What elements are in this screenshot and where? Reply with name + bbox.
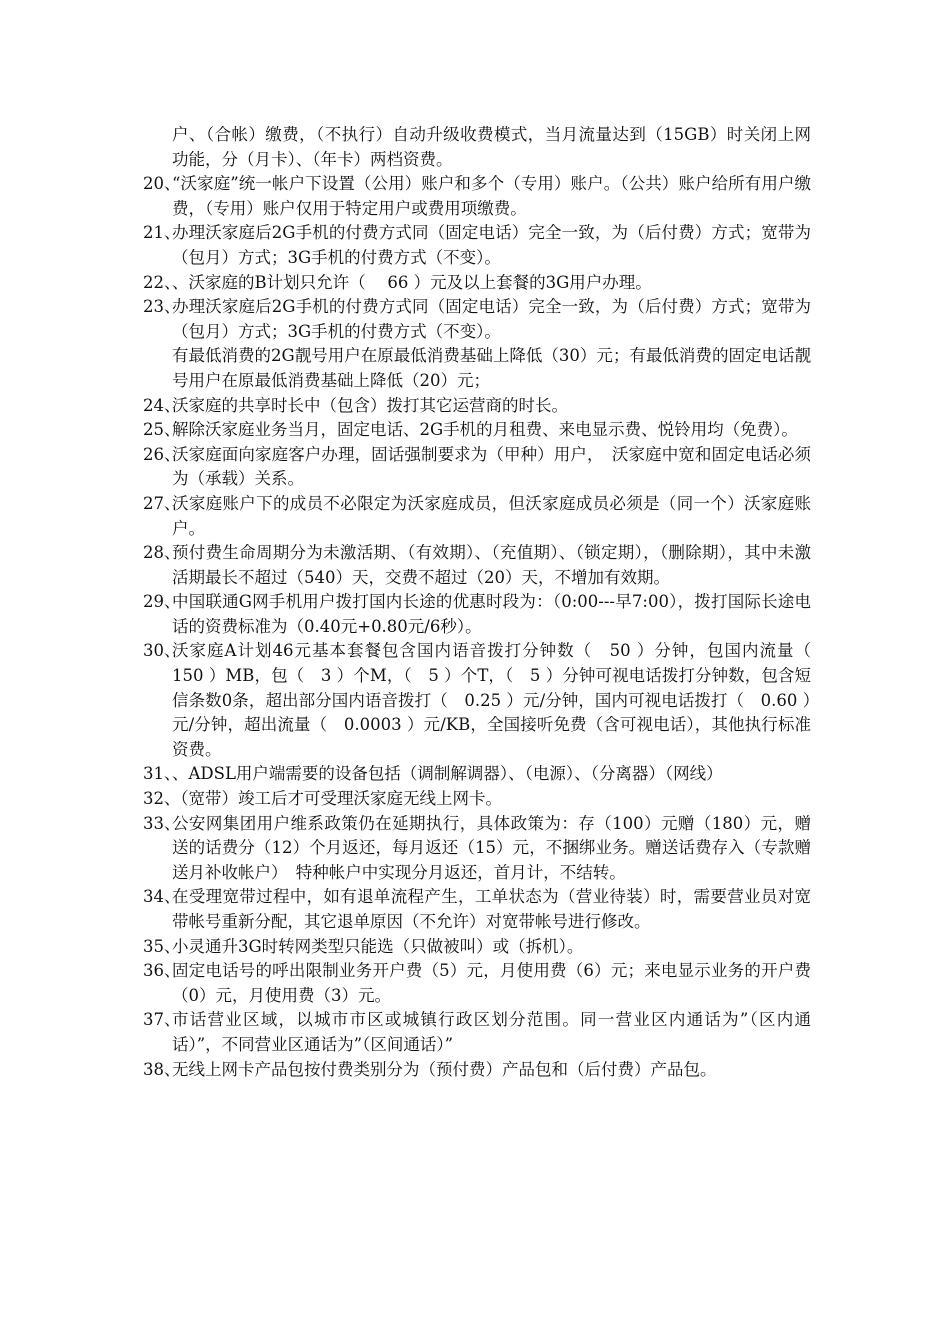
list-item-27: [143, 492, 811, 541]
list-item-30: [143, 639, 828, 762]
item-number: 29、: [143, 592, 181, 612]
item-text: 无线上网卡产品包按付费类别分为（预付费）产品包和（后付费）产品包。: [172, 1059, 717, 1079]
item-number: 35、: [143, 936, 181, 956]
list-item-22: [143, 271, 811, 296]
item-text: 、ADSL用户端需要的设备包括（调制解调器）、（电源）、（分离器）（网线）: [172, 764, 723, 784]
list-item-37: [143, 1008, 811, 1057]
list-item-33: [143, 812, 811, 886]
document-body: [143, 123, 828, 1082]
item-number: 21、: [143, 223, 181, 243]
item-text: （宽带）竣工后才可受理沃家庭无线上网卡。: [172, 789, 502, 809]
item-number: 30、: [143, 641, 181, 661]
item-number: 25、: [143, 420, 181, 440]
item-text: 预付费生命周期分为未激活期、（有效期）、（充值期）、（锁定期），（删除期），其中未激活期最长不超过（540）天，交费不超过（20）天，不增加有效期。: [172, 543, 811, 587]
item-number: 34、: [143, 887, 181, 907]
item-text: 小灵通升3G时转网类型只能选（只做被叫）或（拆机）。: [172, 936, 584, 956]
item-text: 在受理宽带过程中，如有退单流程产生，工单状态为（营业待装）时，需要营业员对宽带帐号重新分配，其它退单原因（不允许）对宽带帐号进行修改。: [172, 887, 811, 931]
list-item-28: [143, 541, 811, 590]
list-item-29: [143, 590, 811, 639]
item-number: 33、: [143, 813, 181, 833]
list-item-35: [143, 935, 811, 960]
item-text: 中国联通G网手机用户拨打国内长途的优惠时段为：（0:00---早7:00），拨打国际长途电话的资费标准为（0.40元+0.80元/6秒）。: [172, 592, 811, 636]
list-item-26: [143, 443, 811, 492]
note-paragraph: 有最低消费的2G靓号用户在原最低消费基础上降低（30）元；有最低消费的固定电话靓号用户在原最低消费基础上降低（20）元；: [172, 346, 811, 390]
item-text: 解除沃家庭业务当月，固定电话、2G手机的月租费、来电显示费、悦铃用均（免费）。: [172, 420, 798, 440]
list-item-32: [143, 787, 811, 812]
item-text: 沃家庭面向家庭客户办理，固话强制要求为（甲种）用户， 沃家庭中宽和固定电话必须为（承载）关系。: [172, 444, 811, 489]
item-number: 27、: [143, 493, 181, 513]
item-number: 37、: [143, 1010, 181, 1030]
item-text: 办理沃家庭后2G手机的付费方式同（固定电话）完全一致，为（后付费）方式；宽带为（包月）方式；3G手机的付费方式（不变）。: [172, 297, 811, 341]
item-text: 固定电话号的呼出限制业务开户费（5）元，月使用费（6）元；来电显示业务的开户费（0）元，月使用费（3）元。: [172, 961, 811, 1005]
list-item-21: [143, 221, 811, 270]
list-item-36: [143, 959, 811, 1008]
item-text: 公安网集团用户维系政策仍在延期执行，具体政策为：存（100）元赠（180）元，赠送的话费分（12）个月返还，每月返还（15）元，不捆绑业务。赠送话费存入（专款赠送月补收帐户） 特种帐户中实现分月返还，首月计，不结转。: [172, 813, 811, 882]
item-number: 20、: [143, 174, 181, 194]
list-item-25: [143, 418, 811, 443]
item-number: 38、: [143, 1059, 181, 1079]
list-item-38: [143, 1058, 811, 1083]
item-text: 沃家庭A计划46元基本套餐包含国内语音拨打分钟数（ 50 ）分钟，包国内流量（ 150 ）MB，包（ 3 ）个M，（ 5 ）个T，（ 5 ）分钟可视电话拨打分钟数，包含短信条数0条，超出部分国内语音拨打（ 0.25 ）元/分钟，国内可视电话拨打（ 0.60 ）元/分钟，超出流量（ 0.0003 ）元/KB，全国接听免费（含可视电话），其他执行标准资费。: [172, 641, 828, 759]
item-text: “沃家庭”统一帐户下设置（公用）账户和多个（专用）账户。（公共）账户给所有用户缴费，（专用）账户仅用于特定用户或费用项缴费。: [172, 174, 811, 218]
item-number: 23、: [143, 297, 181, 317]
item-number: 24、: [143, 395, 181, 415]
item-text: 、沃家庭的B计划只允许（ 66 ）元及以上套餐的3G用户办理。: [172, 272, 652, 292]
item-number: 36、: [143, 961, 181, 981]
list-item-34: [143, 885, 811, 934]
item-number: 22、: [143, 272, 181, 292]
item-text: 沃家庭账户下的成员不必限定为沃家庭成员，但沃家庭成员必须是（同一个）沃家庭账户。: [172, 493, 811, 538]
item-text: 办理沃家庭后2G手机的付费方式同（固定电话）完全一致，为（后付费）方式；宽带为（包月）方式；3G手机的付费方式（不变）。: [172, 223, 811, 267]
lead-paragraph: 户、（合帐）缴费，（不执行）自动升级收费模式，当月流量达到（15GB）时关闭上网功能，分（月卡）、（年卡）两档资费。: [172, 125, 811, 169]
list-item-23: [143, 295, 811, 344]
list-item-20: [143, 172, 811, 221]
item-number: 32、: [143, 789, 181, 809]
list-item-24: [143, 394, 811, 419]
item-number: 26、: [143, 444, 181, 464]
item-text: 沃家庭的共享时长中（包含）拨打其它运营商的时长。: [172, 395, 568, 415]
item-number: 31、: [143, 764, 181, 784]
item-number: 28、: [143, 543, 181, 563]
list-item-31: [143, 762, 811, 787]
item-text: 市话营业区域，以城市市区或城镇行政区划分范围。同一营业区内通话为”（区内通话）”，不同营业区通话为”（区间通话）”: [172, 1010, 811, 1054]
